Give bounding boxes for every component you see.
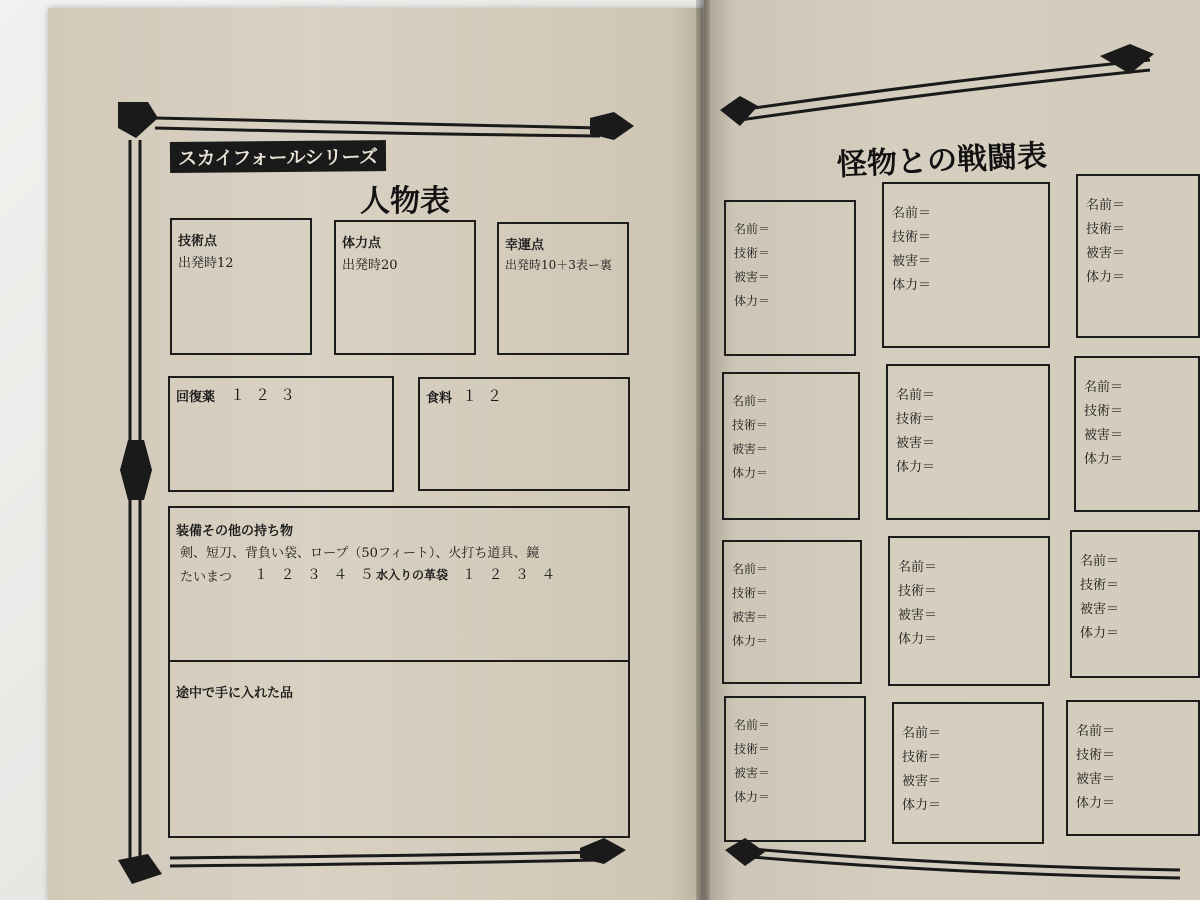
monster-field-skill: 技術＝	[734, 742, 771, 756]
monster-field-name: 名前＝	[902, 726, 942, 741]
monster-field-stamina: 体力＝	[1080, 626, 1120, 641]
monster-box	[1074, 356, 1200, 512]
monster-box	[882, 182, 1050, 348]
equipment-torch-label: たいまつ	[180, 570, 233, 585]
monster-field-name: 名前＝	[892, 206, 932, 221]
monster-field-stamina: 体力＝	[896, 460, 936, 475]
monster-field-name: 名前＝	[896, 388, 936, 403]
monster-field-damage: 被害＝	[892, 254, 932, 269]
monster-field-stamina: 体力＝	[902, 798, 942, 813]
monster-field-damage: 被害＝	[732, 610, 769, 624]
arrow-ornament	[725, 838, 765, 866]
monster-field-name: 名前＝	[732, 394, 769, 408]
monster-field-skill: 技術＝	[732, 418, 769, 432]
monster-field-damage: 被害＝	[1086, 246, 1126, 261]
monster-field-damage: 被害＝	[734, 766, 771, 780]
monster-field-stamina: 体力＝	[1084, 452, 1124, 467]
monster-field-name: 名前＝	[732, 562, 769, 576]
luck-label: 幸運点	[505, 237, 545, 252]
character-sheet-title: 人物表	[360, 185, 450, 218]
arrow-ornament	[720, 96, 758, 126]
monster-field-skill: 技術＝	[1084, 404, 1124, 419]
food-counts: １２	[462, 388, 513, 405]
monster-box	[1070, 530, 1200, 678]
monster-field-damage: 被害＝	[1084, 428, 1124, 443]
monster-box	[888, 536, 1050, 686]
monster-box	[1066, 700, 1200, 836]
monster-field-skill: 技術＝	[898, 584, 938, 599]
monster-field-damage: 被害＝	[1076, 772, 1116, 787]
equipment-label: 装備その他の持ち物	[176, 523, 294, 538]
stamina-note: 出発時20	[342, 258, 398, 273]
monster-field-stamina: 体力＝	[898, 632, 938, 647]
monster-field-name: 名前＝	[898, 560, 938, 575]
monster-field-name: 名前＝	[734, 718, 771, 732]
monster-field-name: 名前＝	[1084, 380, 1124, 395]
corner-ornament	[118, 102, 158, 138]
monster-field-damage: 被害＝	[898, 608, 938, 623]
equipment-waterskin-label: 水入りの革袋	[376, 568, 449, 582]
monster-box	[722, 540, 862, 684]
monster-box	[886, 364, 1050, 520]
monster-box	[892, 702, 1044, 844]
found-items-label: 途中で手に入れた品	[176, 685, 294, 700]
monster-field-stamina: 体力＝	[734, 790, 771, 804]
equipment-waterskin-counts: １ ２ ３ ４	[462, 567, 560, 583]
potion-label: 回復薬	[176, 389, 216, 404]
section-divider	[170, 660, 628, 662]
monster-field-stamina: 体力＝	[892, 278, 932, 293]
monster-field-stamina: 体力＝	[1076, 796, 1116, 811]
stamina-label: 体力点	[342, 235, 382, 250]
monster-box	[724, 696, 866, 842]
skill-note: 出発時12	[178, 256, 234, 271]
monster-field-skill: 技術＝	[734, 246, 771, 260]
food-box	[418, 377, 630, 491]
monster-field-name: 名前＝	[1080, 554, 1120, 569]
potion-box	[168, 376, 394, 492]
monster-field-skill: 技術＝	[902, 750, 942, 765]
monster-field-skill: 技術＝	[1086, 222, 1126, 237]
monster-field-stamina: 体力＝	[734, 294, 771, 308]
monster-field-stamina: 体力＝	[732, 466, 769, 480]
monster-field-skill: 技術＝	[1076, 748, 1116, 763]
food-label: 食料	[426, 390, 453, 405]
skill-box	[170, 218, 312, 355]
potion-counts: １２３	[230, 387, 306, 404]
monster-box	[724, 200, 856, 356]
monster-field-skill: 技術＝	[896, 412, 936, 427]
monster-field-skill: 技術＝	[892, 230, 932, 245]
monster-field-skill: 技術＝	[1080, 578, 1120, 593]
monster-field-damage: 被害＝	[902, 774, 942, 789]
monster-table-title: 怪物との戦闘表	[836, 139, 1048, 182]
monster-field-damage: 被害＝	[732, 442, 769, 456]
series-label: スカイフォールシリーズ	[170, 140, 386, 173]
equipment-line-1: 剣、短刀、背負い袋、ロープ（50フィート）、火打ち道具、鏡	[180, 546, 540, 561]
luck-note: 出発時10＋3表ー裏	[505, 258, 612, 272]
stamina-box	[334, 220, 476, 355]
side-ornament	[120, 440, 152, 500]
luck-box	[497, 222, 629, 355]
equipment-torch-counts: １ ２ ３ ４ ５、	[254, 567, 396, 583]
monster-field-damage: 被害＝	[734, 270, 771, 284]
monster-field-damage: 被害＝	[1080, 602, 1120, 617]
monster-field-name: 名前＝	[1076, 724, 1116, 739]
corner-ornament	[118, 854, 162, 884]
monster-field-name: 名前＝	[1086, 198, 1126, 213]
monster-field-skill: 技術＝	[732, 586, 769, 600]
monster-field-stamina: 体力＝	[732, 634, 769, 648]
monster-field-stamina: 体力＝	[1086, 270, 1126, 285]
monster-box	[1076, 174, 1200, 338]
monster-field-name: 名前＝	[734, 222, 771, 236]
equipment-box	[168, 506, 630, 838]
skill-label: 技術点	[178, 233, 218, 248]
monster-box	[722, 372, 860, 520]
monster-field-damage: 被害＝	[896, 436, 936, 451]
